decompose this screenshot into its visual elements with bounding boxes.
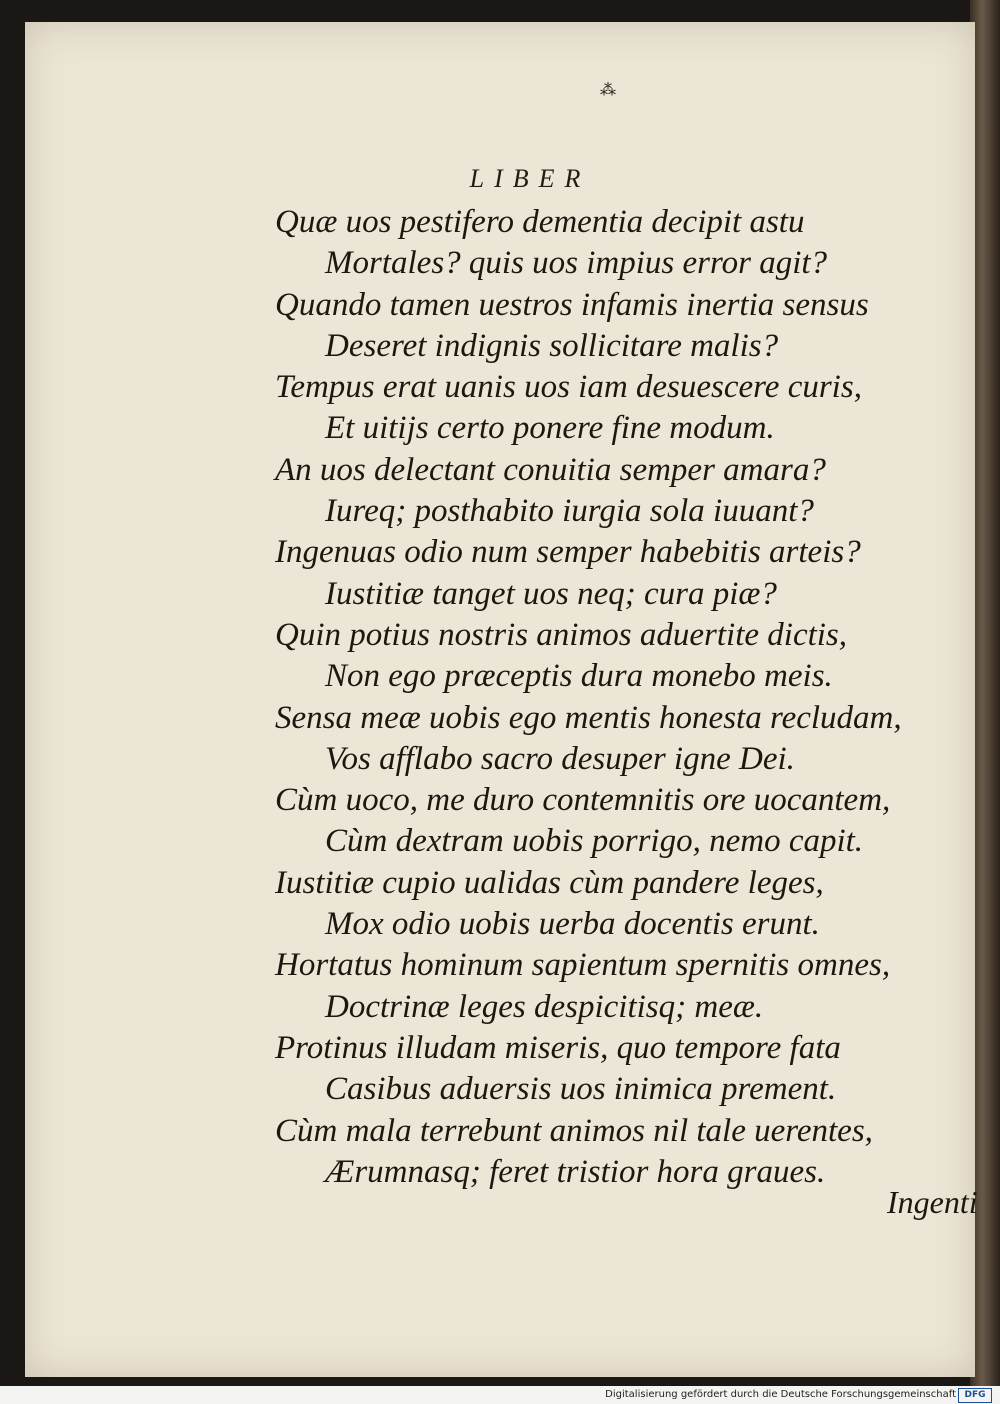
verse-line: Quæ uos pestifero dementia decipit astu (275, 204, 805, 240)
book-page (25, 22, 978, 1377)
footer-credit: Digitalisierung gefördert durch die Deutsche Forschungsgemeinschaft (605, 1389, 956, 1400)
verse-line: Protinus illudam miseris, quo tempore fata (275, 1029, 841, 1066)
dfg-logo: DFG (958, 1388, 992, 1403)
verse-line: An uos delectant conuitia semper amara? (275, 451, 826, 488)
verse-line: Iustitiæ tanget uos neq; cura piæ? (325, 575, 777, 612)
verse-line: Ingenuas odio num semper habebitis arteis? (275, 534, 861, 571)
verse-line: Doctrinæ leges despicitisq; meæ. (325, 988, 764, 1025)
verse-line: Mortales? quis uos impius error agit? (325, 245, 828, 282)
verse-line: Et uitijs certo ponere fine modum. (325, 410, 775, 447)
verse-line: Cùm uoco, me duro contemnitis ore uocantem, (275, 782, 891, 819)
verse-line: Non ego præceptis dura monebo meis. (325, 658, 833, 695)
verse-line: Cùm mala terrebunt animos nil tale uerentes, (275, 1112, 873, 1149)
running-head: LIBER (469, 164, 591, 193)
verse-line: Cùm dextram uobis porrigo, nemo capit. (325, 823, 864, 860)
verse-line: Quin potius nostris animos aduertite dictis, (275, 616, 848, 653)
verse-line: Ærumnasq; feret tristior hora graues. (325, 1153, 826, 1190)
verse-line: Sensa meæ uobis ego mentis honesta recludam, (275, 699, 902, 736)
verse-line: Mox odio uobis uerba docentis erunt. (325, 906, 820, 943)
verse-line: Hortatus hominum sapientum spernitis omnes, (275, 947, 891, 984)
catchword: Ingenti (887, 1184, 978, 1220)
verse-line: Iureq; posthabito iurgia sola iuuant? (325, 493, 814, 530)
ornament-mark: ⁂ (600, 80, 616, 99)
verse-line: Iustitiæ cupio ualidas cùm pandere leges, (275, 864, 824, 901)
verse-line: Quando tamen uestros infamis inertia sensus (275, 286, 869, 323)
verse-line: Vos afflabo sacro desuper igne Dei. (325, 740, 795, 777)
verse-line: Tempus erat uanis uos iam desuescere curis, (275, 369, 862, 406)
verse-line: Casibus aduersis uos inimica prement. (325, 1071, 837, 1108)
poem-text (275, 202, 975, 1193)
verse-line: Deseret indignis sollicitare malis? (325, 327, 779, 364)
